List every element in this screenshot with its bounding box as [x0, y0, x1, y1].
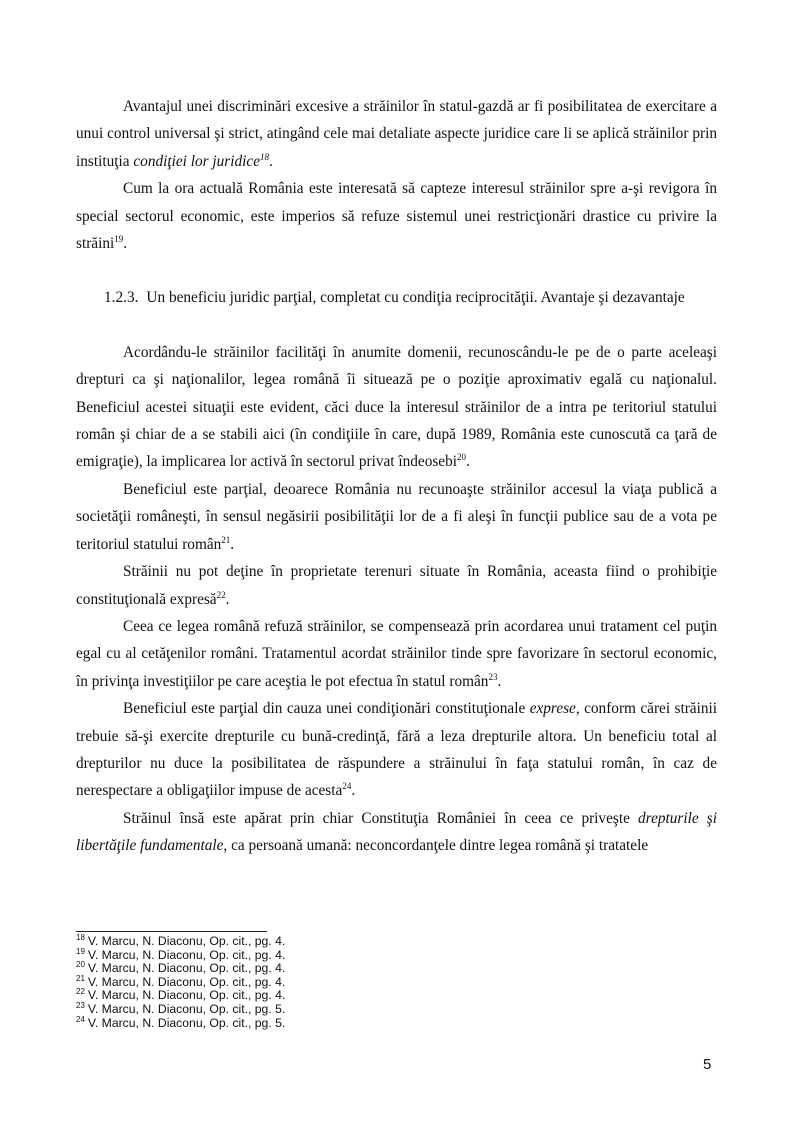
text-run: Beneficiul este parţial, deoarece România nu recunoaşte străinilor accesul la viaţa publică a societăţii româneşti, în sensul negăsirii posibilităţii lor de a fi aleşi în funcţii publice sau de a vota pe teritoriul statului român [76, 480, 717, 553]
text-run: . [123, 235, 128, 253]
text-run: . [230, 535, 235, 553]
footnote-number: 21 [76, 973, 85, 983]
footnote-number: 18 [76, 932, 85, 942]
footnote-text: V. Marcu, N. Diaconu, Op. cit., pg. 4. [87, 947, 286, 962]
footnote-number: 19 [76, 946, 85, 956]
footnote-reference: 22 [216, 589, 226, 600]
footnote-text: V. Marcu, N. Diaconu, Op. cit., pg. 4. [87, 961, 286, 976]
footnote [76, 962, 716, 976]
footnote-text: V. Marcu, N. Diaconu, Op. cit., pg. 4. [87, 988, 286, 1003]
italic-text: drepturile şi libertăţile fundamentale [76, 809, 718, 855]
footnote [76, 932, 716, 949]
footnote-separator [76, 931, 267, 932]
footnote [76, 989, 716, 1003]
footnotes [76, 932, 716, 1030]
text-run: Acordându-le străinilor facilităţi în anumite domenii, recunoscându-le pe de o parte aceleaşi drepturi ca şi naţionalilor, legea română îi situează pe o poziţie aproximativ egală cu naţionalul. Beneficiul acestei situaţii este evident, căci duce la interesul străinilor de a intra pe teritoriul statului român şi chiar de a se stabili aici (în condiţiile în care, după 1989, România este cunoscută ca ţară de emigraţie), la implicarea lor activă în sectorul privat îndeosebi [76, 343, 717, 471]
footnote-text: V. Marcu, N. Diaconu, Op. cit., pg. 4. [87, 934, 286, 948]
footnote-number: 23 [76, 1000, 85, 1010]
page-number: 5 [703, 1056, 712, 1073]
text-run: Ceea ce legea română refuză străinilor, se compensează prin acordarea unui tratament cel puţin egal cu al cetăţenilor români. Tratamentul acordat străinilor tinde spre favorizare în sectorul economic, în privinţa investiţiilor pe care aceştia le pot efectua în statul român [76, 617, 717, 690]
footnote-reference: 19 [114, 233, 124, 244]
paragraph [76, 175, 717, 257]
paragraph [76, 558, 717, 613]
footnote [76, 1000, 716, 1017]
footnote-text: V. Marcu, N. Diaconu, Op. cit., pg. 5. [87, 1015, 286, 1030]
body-text [76, 93, 717, 860]
footnote-reference: 18 [259, 151, 269, 162]
text-run: , conform cărei străinii trebuie să-şi exercite drepturile cu bună-credinţă, fără a leza drepturile altora. Un beneficiu total al drepturilor nu duce la posibilitatea de răspundere a străinului în faţa statului român, în caz de nerespectare a obligaţiilor impuse de acesta [76, 700, 717, 800]
footnote-text: V. Marcu, N. Diaconu, Op. cit., pg. 4. [87, 974, 286, 989]
paragraph [76, 339, 717, 476]
paragraph [76, 613, 717, 695]
footnote-reference: 23 [488, 671, 498, 682]
text-run: . [497, 672, 502, 690]
footnote-number: 24 [76, 1014, 85, 1024]
paragraph [76, 805, 717, 860]
text-run: . [466, 453, 470, 471]
text-run: Străinul însă este apărat prin chiar Constituţia României în ceea ce priveşte [123, 809, 639, 827]
text-run: , ca persoană umană: neconcordanţele dintre legea română şi tratatele [223, 837, 649, 855]
footnote [76, 1014, 716, 1031]
footnote-number: 20 [76, 960, 85, 970]
footnote-reference: 24 [342, 781, 352, 792]
text-run: Avantajul unei discriminări excesive a străinilor în statul-gazdă ar fi posibilitatea de exercitare a unui control universal şi strict, atingând cele mai detaliate aspecte juridice care li se aplică străinilor prin instituţia [76, 98, 717, 170]
footnote-reference: 21 [221, 534, 231, 545]
text-run: Beneficiul este parţial din cauza unei condiţionări constituţionale [123, 700, 530, 718]
text-run: Străinii nu pot deţine în proprietate terenuri situate în România, aceasta fiind o prohibiţie constituţională expresă [76, 563, 717, 608]
text-run: . [351, 782, 356, 800]
footnote-reference: 20 [457, 452, 466, 463]
footnote-text: V. Marcu, N. Diaconu, Op. cit., pg. 5. [87, 1001, 286, 1016]
footnote-number: 22 [76, 987, 85, 997]
italic-text: condiţiei lor juridice [133, 152, 260, 170]
text-run: Cum la ora actuală România este interesată să capteze interesul străinilor spre a-şi revigora în special sectorul economic, este imperios să refuze sistemul unei restricţionări drastice cu privire la străini [76, 180, 717, 253]
paragraph [76, 476, 717, 558]
text-run: . [268, 152, 273, 170]
section-heading [76, 284, 717, 311]
italic-text: exprese [529, 700, 576, 718]
section-title: Un beneficiu juridic parţial, completat cu condiţia reciprocităţii. Avantaje şi dezavantaje [146, 289, 685, 307]
text-run: . [225, 590, 230, 608]
paragraph [76, 695, 717, 805]
section-number: 1.2.3. [104, 289, 139, 307]
paragraph [76, 93, 717, 175]
